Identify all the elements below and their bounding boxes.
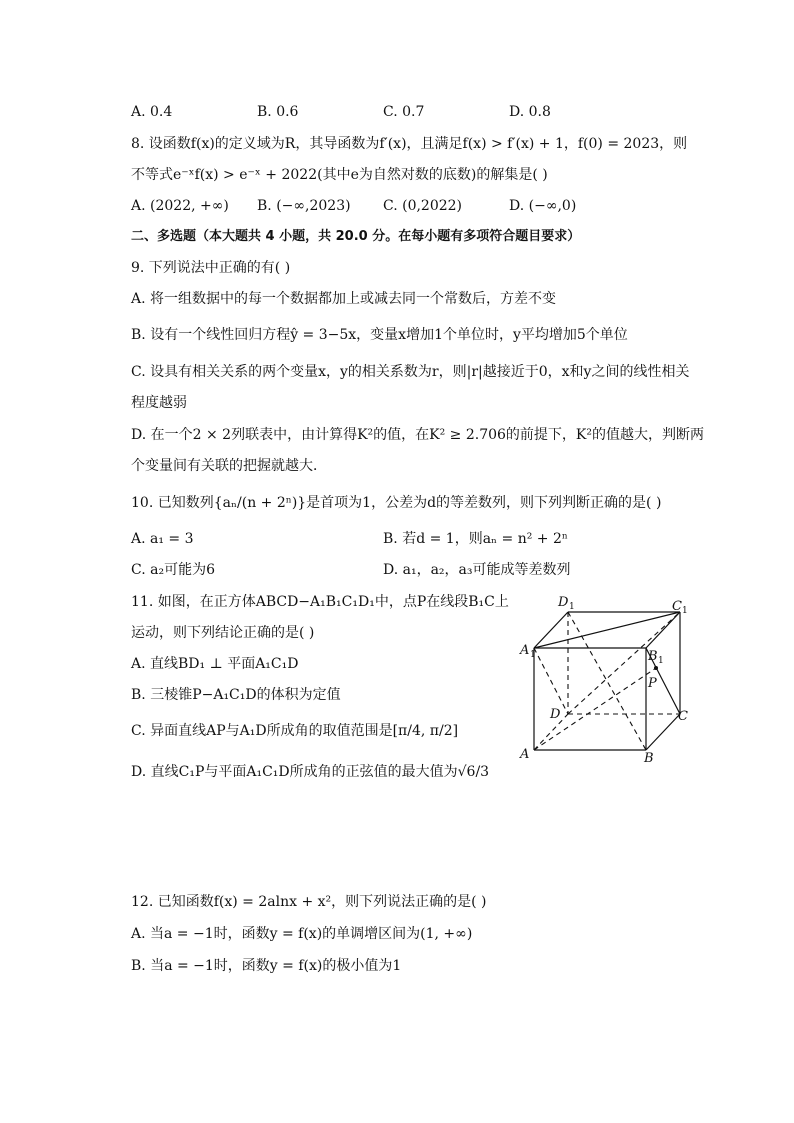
diagonal-a1-c1 [534,612,680,648]
q10-option-a: A. a₁ = 3 [131,531,194,547]
q11-option-a: A. 直线BD₁ ⊥ 平面A₁C₁D [131,656,299,672]
label-b: B [644,751,654,766]
label-a1: A [520,643,530,658]
edge-b1-c1 [646,612,680,648]
label-c1: C [672,599,682,614]
q11-option-c: C. 异面直线AP与A₁D所成角的取值范围是[π/4, π/2] [131,723,459,739]
q9-option-a: A. 将一组数据中的每一个数据都加上或减去同一个常数后，方差不变 [131,291,557,307]
label-c: C [678,709,688,724]
q11-option-d: D. 直线C₁P与平面A₁C₁D所成角的正弦值的最大值为√6/3 [131,764,490,780]
q12-stem: 12. 已知函数f(x) = 2alnx + x²，则下列说法正确的是( ) [131,894,487,910]
q9-stem: 9. 下列说法中正确的有( ) [131,260,291,276]
q11-stem-line1: 11. 如图，在正方体ABCD−A₁B₁C₁D₁中，点P在线段B₁C上 [131,594,509,610]
segment-a1-d [534,648,568,714]
cube-figure [510,590,710,770]
q8-option-a: A. (2022, +∞) [131,198,229,214]
label-a: A [520,747,530,762]
q9-option-c-line2: 程度越弱 [131,395,187,411]
label-b1-sub: 1 [658,656,664,666]
label-a1-sub: 1 [530,650,536,660]
section-2-heading: 二、多选题（本大题共 4 小题，共 20.0 分。在每小题有多项符合题目要求） [131,229,581,244]
edge-a1-d1 [534,612,568,648]
label-p: P [648,676,657,691]
q8-stem-line2: 不等式e⁻ˣf(x) > e⁻ˣ + 2022(其中e为自然对数的底数)的解集是( ) [131,167,548,183]
q9-option-b: B. 设有一个线性回归方程ŷ = 3−5x，变量x增加1个单位时，y平均增加5个单位 [131,327,628,343]
q8-option-c: C. (0,2022) [383,198,463,214]
label-b1: B [648,649,658,664]
q9-option-d-line2: 个变量间有关联的把握就越大． [131,458,327,474]
q7-option-b: B. 0.6 [257,104,299,120]
label-c1-sub: 1 [682,606,688,616]
label-d: D [550,707,561,722]
q12-option-a: A. 当a = −1时，函数y = f(x)的单调增区间为(1, +∞) [131,926,473,942]
q11-stem-line2: 运动，则下列结论正确的是( ) [131,625,315,641]
q10-option-d: D. a₁，a₂，a₃可能成等差数列 [383,562,571,578]
q8-stem-line1: 8. 设函数f(x)的定义域为R，其导函数为f′(x)，且满足f(x) > f′(x) + 1，f(0) = 2023，则 [131,136,688,152]
q10-option-c: C. a₂可能为6 [131,562,215,578]
q8-option-d: D. (−∞,0) [509,198,577,214]
edge-b-c [646,714,680,750]
q12-option-b: B. 当a = −1时，函数y = f(x)的极小值为1 [131,958,402,974]
q9-option-d-line1: D. 在一个2 × 2列联表中，由计算得K²的值，在K² ≥ 2.706的前提下，K²的值越大，判断两 [131,427,704,443]
q11-option-b: B. 三棱锥P−A₁C₁D的体积为定值 [131,687,341,703]
q10-option-b: B. 若d = 1，则aₙ = n² + 2ⁿ [383,531,568,547]
q7-option-d: D. 0.8 [509,104,551,120]
q10-stem: 10. 已知数列{aₙ/(n + 2ⁿ)}是首项为1，公差为d的等差数列，则下列判断正确的是( ) [131,495,662,511]
point-p [654,666,658,670]
label-d1-sub: 1 [569,602,575,612]
q9-option-c-line1: C. 设具有相关关系的两个变量x，y的相关系数为r，则|r|越接近于0，x和y之间的线性相关 [131,364,690,380]
q7-option-c: C. 0.7 [383,104,425,120]
diagonal-d1-b [568,612,646,750]
label-d1: D [558,595,569,610]
q7-option-a: A. 0.4 [131,104,173,120]
q8-option-b: B. (−∞,2023) [257,198,351,214]
